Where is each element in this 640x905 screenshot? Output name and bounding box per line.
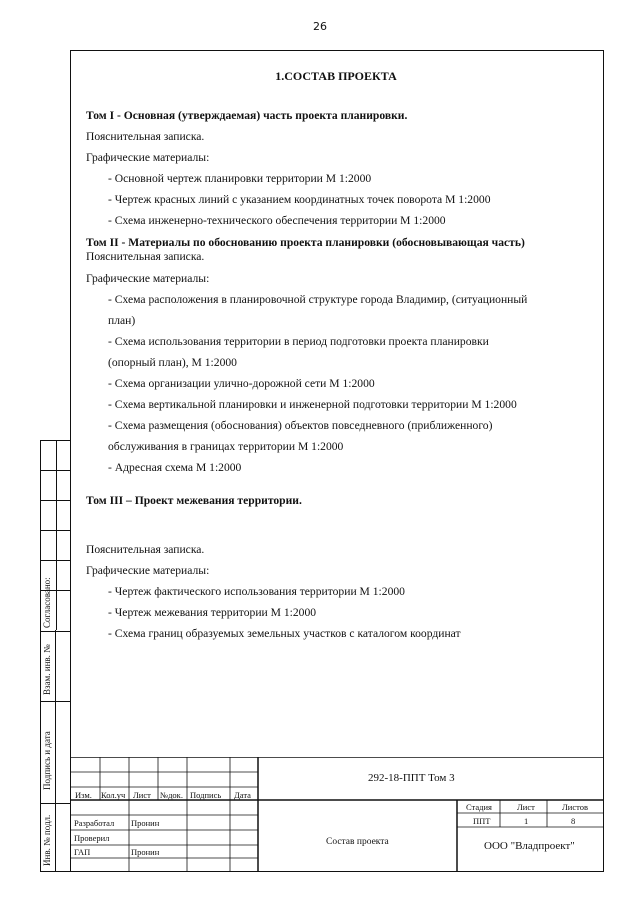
inv-orig-label: Инв. № подл. bbox=[42, 814, 52, 866]
list-item: - Основной чертеж планировки территории М 1:2000 bbox=[108, 172, 372, 185]
doc-title: Состав проекта bbox=[326, 837, 389, 847]
list-item-continuation: обслуживания в границах территории М 1:2000 bbox=[108, 440, 344, 453]
document-title: 1.СОСТАВ ПРОЕКТА bbox=[275, 69, 397, 83]
list-item: - Схема расположения в планировочной структуре города Владимир, (ситуационный bbox=[108, 293, 528, 306]
list-item: - Чертеж фактического использования территории М 1:2000 bbox=[108, 585, 405, 598]
list-item: - Адресная схема М 1:2000 bbox=[108, 461, 242, 474]
sign-date-label: Подпись и дата bbox=[42, 731, 52, 790]
sheets-label: Листов bbox=[562, 802, 588, 812]
agreed-label: Согласовано: bbox=[42, 577, 52, 628]
checked-label: Проверил bbox=[74, 833, 110, 843]
volume-heading: Том III – Проект межевания территории. bbox=[86, 494, 302, 507]
graphics-label: Графические материалы: bbox=[86, 564, 210, 577]
volume-heading: Том I - Основная (утверждаемая) часть проекта планировки. bbox=[86, 109, 408, 122]
developed-label: Разработал bbox=[74, 818, 115, 828]
stage-label: Стадия bbox=[466, 802, 492, 812]
col-signature: Подпись bbox=[190, 790, 222, 800]
volume-heading: Том II - Материалы по обоснованию проекта планировки (обосновывающая часть) bbox=[86, 236, 525, 249]
col-date: Дата bbox=[234, 790, 251, 800]
graphics-label: Графические материалы: bbox=[86, 151, 210, 164]
sheet-label: Лист bbox=[517, 802, 535, 812]
volume-3 bbox=[86, 490, 586, 644]
document-body bbox=[86, 66, 586, 644]
list-item: - Схема инженерно-технического обеспечения территории М 1:2000 bbox=[108, 214, 446, 227]
list-item: - Схема размещения (обоснования) объектов повседневного (приближенного) bbox=[108, 419, 493, 432]
list-item-continuation: (опорный план), М 1:2000 bbox=[108, 356, 237, 369]
sheets-value: 8 bbox=[571, 816, 576, 826]
volume-note: Пояснительная записка. bbox=[86, 250, 205, 263]
list-item: - Схема использования территории в период подготовки проекта планировки bbox=[108, 335, 489, 348]
volume-1 bbox=[86, 105, 586, 231]
list-item: - Схема границ образуемых земельных участков с каталогом координат bbox=[108, 627, 461, 640]
gap-name: Пронин bbox=[131, 847, 160, 857]
stage-value: ППТ bbox=[473, 816, 491, 826]
gap-label: ГАП bbox=[74, 847, 91, 857]
col-list: Лист bbox=[133, 790, 151, 800]
col-ndok: №док. bbox=[160, 790, 183, 800]
list-item: - Чертеж красных линий с указанием координатных точек поворота М 1:2000 bbox=[108, 193, 491, 206]
list-item: - Схема организации улично-дорожной сети М 1:2000 bbox=[108, 377, 375, 390]
volume-2 bbox=[86, 235, 586, 478]
graphics-label: Графические материалы: bbox=[86, 272, 210, 285]
col-izm: Изм. bbox=[75, 790, 92, 800]
inv-instead-label: Взам. инв. № bbox=[42, 644, 52, 695]
volume-note: Пояснительная записка. bbox=[86, 543, 205, 556]
col-kolych: Кол.уч bbox=[101, 790, 126, 800]
sheet-value: 1 bbox=[524, 816, 529, 826]
volume-note: Пояснительная записка. bbox=[86, 130, 205, 143]
list-item: - Схема вертикальной планировки и инженерной подготовки территории М 1:2000 bbox=[108, 398, 517, 411]
company-name: ООО "Владпроект" bbox=[484, 840, 575, 852]
developer-name: Пронин bbox=[131, 818, 160, 828]
doc-code: 292-18-ППТ Том 3 bbox=[368, 772, 455, 784]
list-item: - Чертеж межевания территории М 1:2000 bbox=[108, 606, 317, 619]
list-item-continuation: план) bbox=[108, 314, 136, 327]
page-number: 26 bbox=[313, 20, 327, 33]
